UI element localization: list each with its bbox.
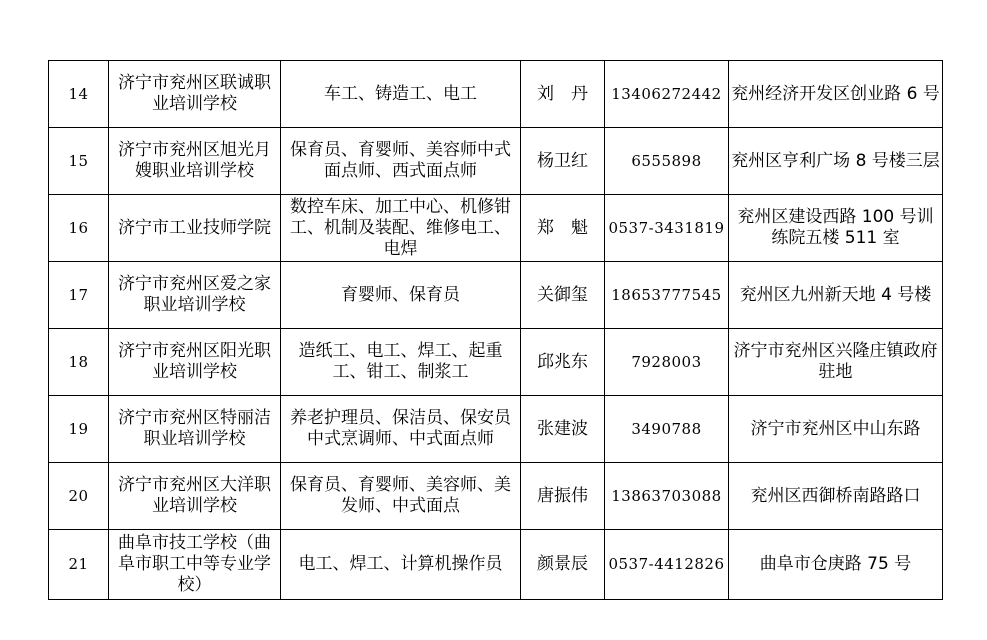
training-jobs: 保育员、育婴师、美容师、美发师、中式面点	[281, 463, 521, 530]
contact-person: 郑 魁	[521, 195, 605, 262]
school-name: 济宁市工业技师学院	[109, 195, 281, 262]
contact-person: 颜景辰	[521, 530, 605, 600]
school-name: 济宁市兖州区阳光职业培训学校	[109, 329, 281, 396]
row-number: 20	[49, 463, 109, 530]
school-address: 兖州经济开发区创业路 6 号	[729, 61, 943, 128]
contact-phone: 6555898	[605, 128, 729, 195]
school-name: 济宁市兖州区旭光月嫂职业培训学校	[109, 128, 281, 195]
row-number: 19	[49, 396, 109, 463]
table-row	[49, 329, 943, 396]
contact-person: 关御玺	[521, 262, 605, 329]
row-number: 17	[49, 262, 109, 329]
contact-phone: 0537-4412826	[605, 530, 729, 600]
contact-person: 唐振伟	[521, 463, 605, 530]
row-number: 14	[49, 61, 109, 128]
row-number: 16	[49, 195, 109, 262]
school-address: 兖州区亨利广场 8 号楼三层	[729, 128, 943, 195]
school-address: 曲阜市仓庚路 75 号	[729, 530, 943, 600]
contact-phone: 3490788	[605, 396, 729, 463]
training-jobs: 育婴师、保育员	[281, 262, 521, 329]
school-name: 曲阜市技工学校（曲阜市职工中等专业学校）	[109, 530, 281, 600]
school-address: 济宁市兖州区兴隆庄镇政府驻地	[729, 329, 943, 396]
training-jobs: 养老护理员、保洁员、保安员中式烹调师、中式面点师	[281, 396, 521, 463]
school-address: 兖州区建设西路 100 号训练院五楼 511 室	[729, 195, 943, 262]
table-row	[49, 195, 943, 262]
table-row	[49, 396, 943, 463]
contact-phone: 7928003	[605, 329, 729, 396]
table-row	[49, 128, 943, 195]
table-row	[49, 463, 943, 530]
training-jobs: 车工、铸造工、电工	[281, 61, 521, 128]
school-name: 济宁市兖州区联诚职业培训学校	[109, 61, 281, 128]
school-address: 兖州区西御桥南路路口	[729, 463, 943, 530]
training-jobs: 造纸工、电工、焊工、起重工、钳工、制浆工	[281, 329, 521, 396]
contact-person: 杨卫红	[521, 128, 605, 195]
contact-person: 张建波	[521, 396, 605, 463]
school-name: 济宁市兖州区特丽洁职业培训学校	[109, 396, 281, 463]
school-name: 济宁市兖州区大洋职业培训学校	[109, 463, 281, 530]
contact-phone: 0537-3431819	[605, 195, 729, 262]
row-number: 21	[49, 530, 109, 600]
contact-person: 邱兆东	[521, 329, 605, 396]
table-row	[49, 61, 943, 128]
row-number: 18	[49, 329, 109, 396]
school-address: 济宁市兖州区中山东路	[729, 396, 943, 463]
row-number: 15	[49, 128, 109, 195]
training-jobs: 数控车床、加工中心、机修钳工、机制及装配、维修电工、电焊	[281, 195, 521, 262]
training-schools-table	[48, 60, 943, 600]
training-jobs: 电工、焊工、计算机操作员	[281, 530, 521, 600]
table-row	[49, 530, 943, 600]
contact-phone: 13406272442	[605, 61, 729, 128]
contact-person: 刘 丹	[521, 61, 605, 128]
contact-phone: 18653777545	[605, 262, 729, 329]
training-jobs: 保育员、育婴师、美容师中式面点师、西式面点师	[281, 128, 521, 195]
school-address: 兖州区九州新天地 4 号楼	[729, 262, 943, 329]
contact-phone: 13863703088	[605, 463, 729, 530]
table-row	[49, 262, 943, 329]
school-name: 济宁市兖州区爱之家职业培训学校	[109, 262, 281, 329]
